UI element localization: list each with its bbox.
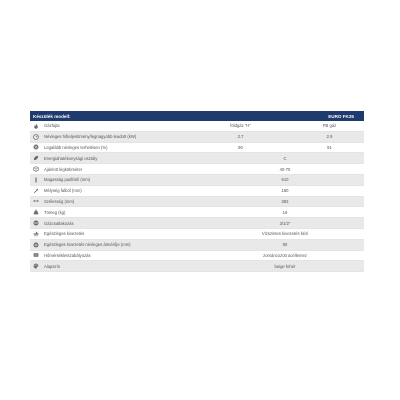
table-row [30, 153, 364, 164]
model-name: EURO FK25 [328, 113, 354, 119]
table-row [30, 251, 364, 262]
table-row [30, 197, 364, 208]
model-label: Készülék modell: [33, 113, 71, 119]
leaf-icon [30, 155, 42, 161]
row-label: Magasság padlótól (mm) [44, 177, 91, 183]
percent-icon [30, 144, 42, 150]
width-icon [30, 198, 42, 204]
cube-icon [30, 166, 42, 172]
row-label: Energiahatékonysági osztály [44, 155, 98, 161]
row-label: Tömeg (kg) [44, 209, 66, 215]
row-value: 91 [327, 144, 332, 150]
row-values [206, 242, 364, 247]
row-values [206, 145, 364, 150]
gauge-icon [30, 134, 42, 140]
depth-icon [30, 188, 42, 194]
row-label: Alapszín [44, 263, 61, 269]
row-value: 40-70 [279, 166, 291, 172]
table-row [30, 175, 364, 186]
row-value: 3/1/2" [279, 220, 291, 226]
table-row [30, 143, 364, 154]
row-values [206, 253, 364, 258]
palette-icon [30, 263, 42, 269]
row-label: Névleges hőteljesítmény/legnagyobb leadott (kW) [44, 134, 137, 140]
row-values [206, 199, 364, 204]
ruler-icon [30, 242, 42, 248]
row-value: 2.7 [237, 134, 244, 140]
row-value: 2.9 [326, 134, 333, 140]
row-value: 80 [282, 242, 288, 248]
table-row [30, 164, 364, 175]
row-label: Szélesség (mm) [44, 198, 75, 204]
row-values [206, 188, 364, 193]
table-row [30, 132, 364, 143]
weight-icon [30, 209, 42, 215]
row-value: földgáz "H" [230, 123, 251, 129]
thermostat-icon [30, 252, 42, 258]
table-row [30, 207, 364, 218]
table-row [30, 121, 364, 132]
pipe-connection-icon [30, 231, 42, 237]
table-row [30, 218, 364, 229]
row-label: Legalább névleges terhelésen (%) [44, 144, 108, 150]
table-row [30, 240, 364, 251]
spec-rows [30, 121, 364, 272]
row-label: Gázfajta [44, 123, 60, 129]
row-values [206, 264, 364, 269]
row-value: C [283, 155, 287, 161]
row-values [206, 167, 364, 172]
row-value: Vízszintes kivezetés kézi [261, 231, 309, 237]
row-values [206, 177, 364, 182]
row-values [206, 123, 364, 128]
table-header [30, 111, 364, 121]
row-value: 180 [281, 188, 289, 194]
row-value: PB gáz [322, 123, 337, 129]
row-value: zománcozott acéllemez [263, 252, 307, 258]
row-label: Egészleges kivezetés névleges átmérője (mm) [44, 242, 131, 248]
table-row [30, 186, 364, 197]
table-row [30, 229, 364, 240]
table-row [30, 261, 364, 272]
row-values [206, 210, 364, 215]
row-label: Ajánlott légköbméter [44, 166, 83, 172]
row-value: 392 [281, 198, 289, 204]
row-value: beige fehér [274, 263, 296, 269]
height-icon [30, 177, 42, 183]
row-label: Gázcsatlakozás [44, 220, 74, 226]
row-label: Hőmérsékletszabályozás [44, 252, 91, 258]
row-values [206, 134, 364, 139]
row-value: 90 [238, 144, 243, 150]
row-values [206, 231, 364, 236]
row-label: Mélység falból (mm) [44, 188, 82, 194]
row-value: 610 [281, 177, 289, 183]
row-values [206, 221, 364, 226]
pipe-icon [30, 220, 42, 226]
row-values [206, 156, 364, 161]
flame-icon [30, 123, 42, 129]
spec-table [30, 111, 364, 272]
row-label: Egészleges kivezetés [44, 231, 85, 237]
row-value: 16 [282, 209, 288, 215]
